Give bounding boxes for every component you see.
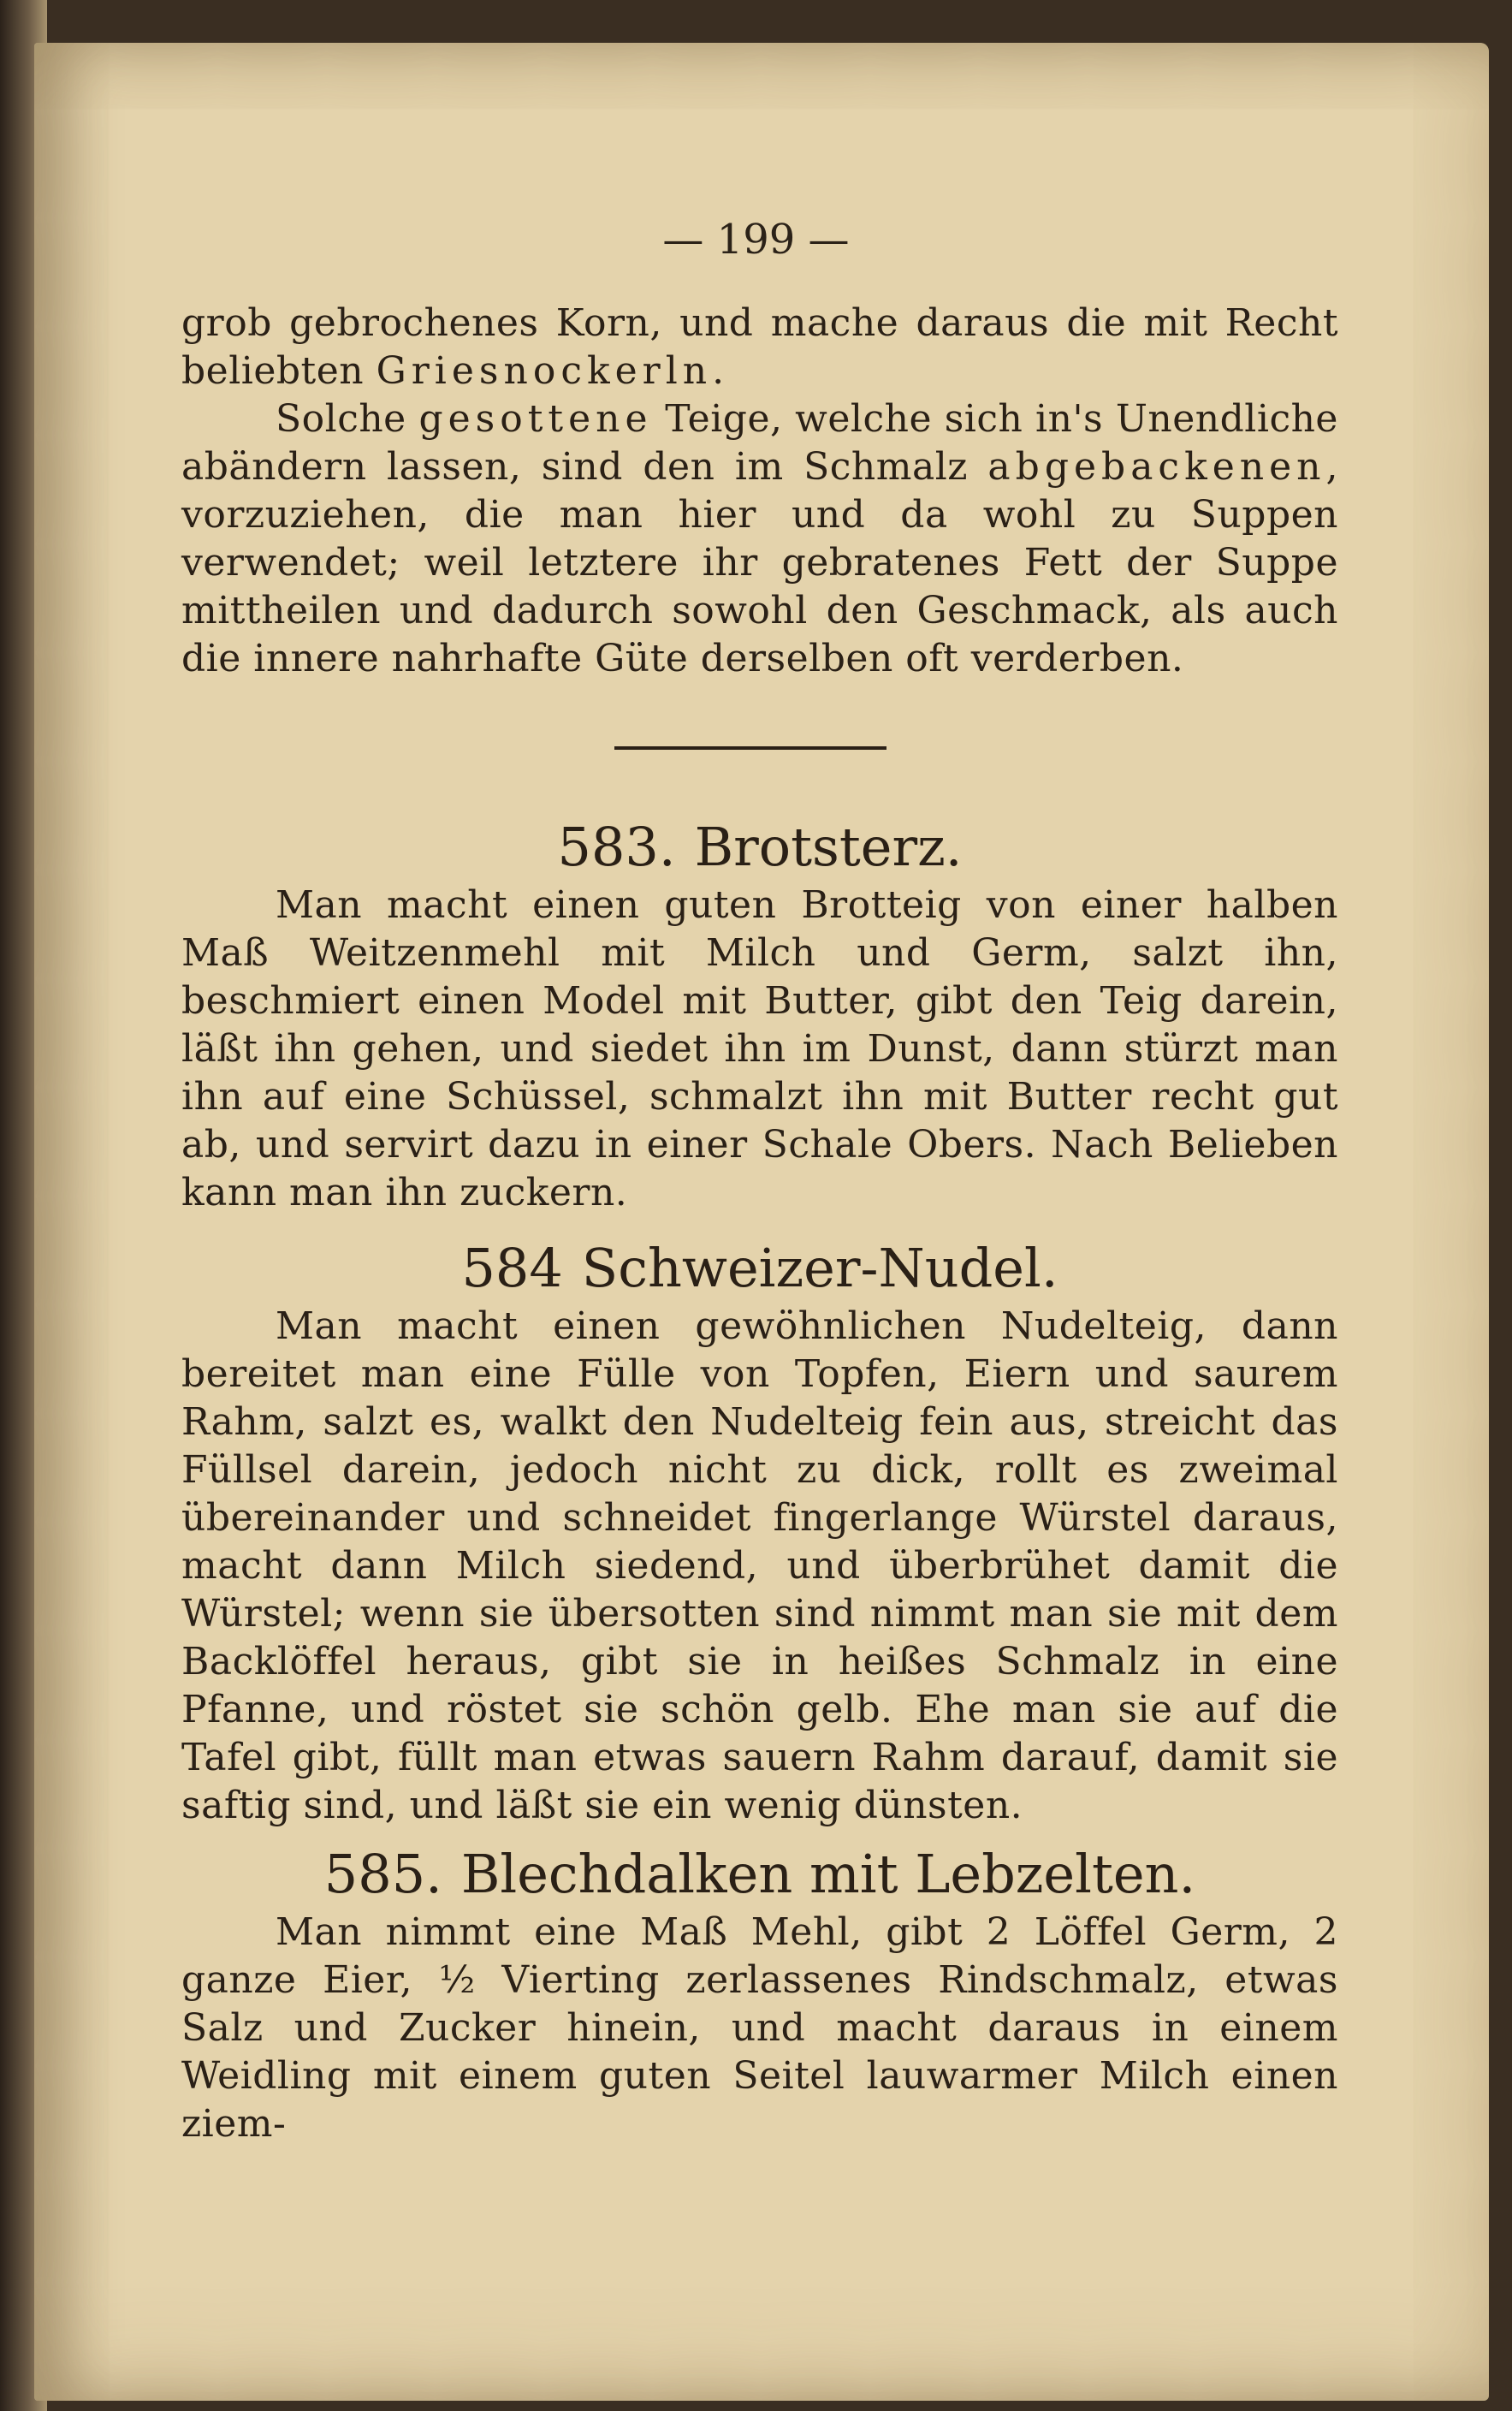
intro-paragraph-2: [181, 395, 1338, 683]
recipe-text: Man macht einen gewöhnlichen Nudelteig, dann bereitet man eine Fülle von Topfen, Eiern und saurem Rahm, salzt es, walkt den Nudelteig fein aus, streicht das Füllsel darein, jedoch nicht zu dick, rollt es zweimal übereinander und schneidet fingerlange Würstel daraus, macht dann Milch siedend, und überbrühet damit die Würstel; wenn sie übersotten sind nimmt man sie mit dem Backlöffel heraus, gibt sie in heißes Schmalz in eine Pfanne, und röstet sie schön gelb. Ehe man sie auf die Tafel gibt, füllt man etwas sauern Rahm darauf, damit sie saftig sind, und läßt sie ein wenig dünsten.: [181, 1304, 1338, 1827]
para2-start: Solche: [276, 397, 406, 441]
para2-text: Teige, welche sich in's Unendliche abändern lassen, sind den im Schmalz: [181, 397, 1338, 489]
recipe-heading: [181, 1234, 1338, 1303]
recipe-number: 584: [461, 1237, 563, 1299]
para2-emphasis-2: abgebackenen: [987, 445, 1326, 489]
intro-emphasis: Griesnockerln: [376, 349, 713, 393]
recipe-583: [181, 813, 1338, 1217]
recipe-text: Man nimmt eine Maß Mehl, gibt 2 Löffel Germ, 2 ganze Eier, ½ Vierting zerlassenes Rindschmalz, etwas Salz und Zucker hinein, und macht daraus in einem Weidling mit einem guten Seitel lauwarmer Milch einen ziem-: [181, 1910, 1338, 2146]
section-divider: [614, 746, 886, 750]
recipe-584: [181, 1234, 1338, 1830]
recipe-585: [181, 1840, 1338, 2148]
recipe-number: 585.: [323, 1843, 442, 1905]
recipe-heading: [181, 1840, 1338, 1909]
recipe-number: 583.: [557, 816, 676, 878]
recipe-text: Man macht einen guten Brotteig von einer halben Maß Weitzenmehl mit Milch und Germ, salzt ihn, beschmiert einen Model mit Butter, gibt den Teig darein, läßt ihn gehen, und siedet ihn im Dunst, dann stürzt man ihn auf eine Schüssel, schmalzt ihn mit Butter recht gut ab, und servirt dazu in einer Schale Obers. Nach Belieben kann man ihn zuckern.: [181, 883, 1338, 1214]
recipe-title: Brotsterz.: [694, 816, 963, 878]
recipe-heading: [181, 813, 1338, 882]
intro-line: grob gebrochenes Korn, und mache daraus die mit Recht beliebten: [181, 301, 1338, 393]
intro-paragraph-1: [181, 300, 1338, 395]
recipe-title: Schweizer-Nudel.: [581, 1237, 1058, 1299]
intro-period: .: [712, 349, 725, 393]
para2-emphasis: gesottene: [418, 397, 653, 441]
page-number: — 199 —: [662, 216, 850, 264]
recipe-title: Blechdalken mit Lebzelten.: [460, 1843, 1196, 1905]
para2-end: , vorzuziehen, die man hier und da wohl zu Suppen verwendet; weil letztere ihr gebratenes Fett der Suppe mittheilen und dadurch sowohl den Geschmack, als auch die innere nahrhafte Güte derselben oft verderben.: [181, 445, 1338, 680]
intro-section: [181, 300, 1338, 683]
